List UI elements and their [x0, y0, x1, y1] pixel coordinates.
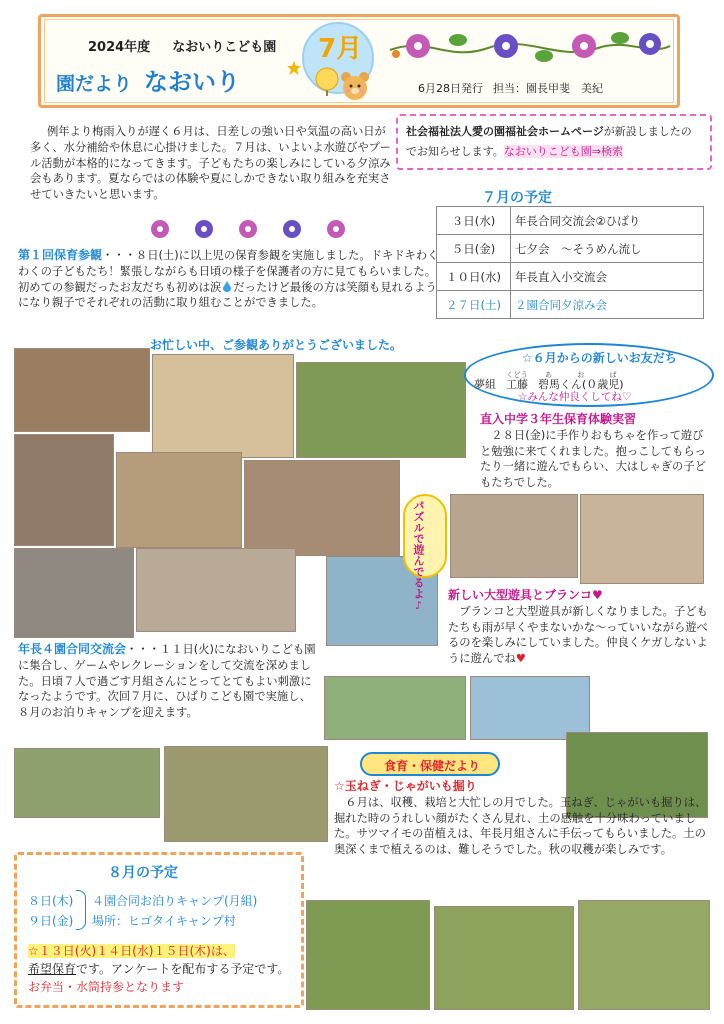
food-health-tag-label: 食育・保健だより — [384, 759, 481, 773]
parent-visit-body: ・・・８日(土)に以上児の保育参観を実施しました。ドキドキわくわくの子どもたち！緊張しながらも日頃の様子を保護者の方に見てもらいました。初めての参観だったお友だちも初めは涙 — [18, 249, 439, 294]
new-friends-cheer: ☆みんな仲良くしてね♡ — [518, 391, 632, 403]
schedule-date: ５日(金) — [437, 235, 511, 263]
schedule-date: ２７日(土) — [437, 291, 511, 319]
morning-glory-vine-illustration — [388, 26, 672, 68]
playground-heading: 新しい大型遊具とブランコ♥ — [448, 588, 603, 602]
playground-body — [448, 604, 712, 667]
table-row — [437, 291, 704, 319]
photo-parent-visit-3 — [296, 362, 466, 458]
photo-harvest-2 — [306, 900, 430, 1010]
exchange-body: ・・・１１日(火)になおいりこども園に集合し、ゲームやレクレーションをして交流を深めました。日頃７人で過ごす月組さんにとってとてもよい刺激になったようです。次回７月に、ひばりこども園で実施し、８月のお泊りキャンプを迎えます。 — [18, 643, 316, 720]
august-note — [28, 942, 298, 996]
newsletter-title-main: なおいり — [144, 68, 241, 96]
schedule-event: ２園合同夕涼み会 — [511, 291, 704, 319]
new-friend-surname-ruby: くどう — [506, 371, 528, 379]
august-date-1: ８日(木) — [28, 894, 74, 908]
photo-junior-high-1 — [450, 494, 578, 578]
junior-high-heading: 直入中学３年生保育体験実習 — [480, 412, 637, 426]
issue-meta — [418, 80, 603, 96]
photo-harvest-4 — [578, 900, 710, 1010]
photo-junior-high-2 — [580, 494, 704, 584]
issue-author: 担当：園長甲斐 美紀 — [493, 82, 603, 95]
intro-paragraph: 例年より梅雨入りが遅く６月は、日差しの強い日や気温の高い日が多く、水分補給や休息に心掛けました。７月は、いよいよ水遊びやプール活動が本格的になってきます。子どもたちの楽しみにしている夕涼み会もあります。夏ならではの体験や夏にしかできない取り組みを充実させていきたいと思います。 — [30, 125, 391, 202]
august-note-dates: ☆１３日(火)１４日(水)１５日(木)は、 — [28, 944, 235, 958]
new-friend-given-ruby: あおば — [538, 371, 624, 379]
photo-parent-visit-1 — [14, 348, 150, 432]
junior-high-body: ２８日(金)に手作りおもちゃを作って遊びと勉強に来てくれました。抱っこしてもらったり一緒に遊んでもらい、大はしゃぎの子どもたちでした。 — [480, 428, 706, 490]
playground-body-text: ブランコと大型遊具が新しくなりました。子どもたちも雨が早くやまないかな～っていいながら遊べるのを楽しみにしていました。 — [448, 604, 708, 650]
food-health-heading: ☆玉ねぎ・じゃがいも掘り — [334, 779, 477, 793]
july-schedule-table — [436, 206, 704, 319]
august-note-red: お弁当・水筒持参となります — [28, 980, 185, 994]
new-friend-group: 夢組 — [474, 378, 496, 391]
star-icon — [286, 60, 302, 76]
bear-icon — [338, 70, 372, 102]
schedule-event: 七夕会 ～そうめん流し — [511, 235, 704, 263]
august-event-1: ４園合同お泊りキャンプ(月組) — [92, 894, 258, 908]
new-friend-surname-text: 工藤 — [506, 378, 528, 391]
issue-date: 6月28日発行 — [418, 82, 483, 95]
table-row — [437, 235, 704, 263]
schedule-event: 年長合同交流会②ひばり — [511, 207, 704, 235]
exchange-heading: 年長４園合同交流会 — [18, 642, 127, 656]
header-school: なおいりこども園 — [172, 40, 277, 55]
photo-exchange-1 — [14, 748, 160, 818]
schedule-date: １０日(水) — [437, 263, 511, 291]
photo-playground-swing — [324, 676, 466, 740]
photo-parent-visit-6 — [244, 460, 400, 556]
notice-text: が新設しましたのでお知らせします。 — [406, 125, 692, 158]
exchange-section — [18, 642, 318, 721]
parent-visit-heading: 第１回保育参観 — [18, 248, 103, 262]
morning-glory-icons — [148, 218, 368, 240]
teardrop-icon — [221, 280, 233, 292]
junior-high-section — [480, 412, 712, 491]
photo-parent-visit-2 — [152, 354, 294, 458]
food-health-body: ６月は、収穫、栽培と大忙しの月でした。玉ねぎ、じゃがいも掘りは、掘れた時のうれしい顔がたくさん見れ、土の感触を十分味わっていました。サツマイモの苗植えは、年長月組さんに手伝ってもらいました。土の奥深くまで植えるのは、難しそうでした。秋の収穫が楽しみです。 — [334, 795, 707, 857]
photo-exchange-2 — [164, 746, 328, 842]
parent-visit-body-end: だったけど最後の方は笑顔も見れるようになり親子でそれぞれの活動に取り組むことができました。 — [18, 280, 437, 310]
parent-visit-section — [18, 248, 442, 311]
august-event-2: 場所：ヒゴタイキャンプ村 — [92, 914, 236, 928]
puzzle-caption: パズルで遊んでるよ♪ — [412, 500, 425, 612]
new-friends-title: ☆６月からの新しいお友だち — [522, 351, 677, 365]
photo-parent-visit-5 — [116, 452, 242, 548]
parent-visit-thanks: お忙しい中、ご参観ありがとうございました。 — [150, 338, 403, 352]
august-date-2: ９日(金) — [28, 914, 74, 928]
photo-playground-slide — [470, 676, 590, 740]
new-friend-given-text: 碧馬くん(０歳児) — [538, 378, 624, 391]
photo-parent-visit-8 — [136, 548, 296, 632]
august-note-underlined: 希望保育 — [28, 962, 77, 976]
august-note-rest: です。アンケートを配布する予定です。 — [76, 962, 290, 976]
website-notice — [396, 114, 712, 170]
uchiwa-fan-icon — [312, 66, 342, 96]
table-row — [437, 207, 704, 235]
schedule-event: 年長直入小交流会 — [511, 263, 704, 291]
newsletter-subtitle: 園だより — [56, 73, 133, 95]
schedule-date: ３日(水) — [437, 207, 511, 235]
august-date-bracket — [76, 890, 86, 930]
notice-org: 社会福祉法人愛の園福祉会ホームページ — [406, 125, 604, 138]
heart-icon: ♥ — [515, 652, 526, 666]
table-row — [437, 263, 704, 291]
notice-search-link[interactable]: なおいりこども園⇒検索 — [503, 145, 624, 158]
header-year-school — [88, 36, 276, 55]
photo-harvest-3 — [434, 906, 574, 1010]
header-year: 2024年度 — [88, 40, 151, 55]
july-schedule-title: ７月の予定 — [482, 190, 552, 206]
photo-parent-visit-4 — [14, 434, 114, 546]
playground-body-tail: 仲良くケガしないように遊んでね — [448, 636, 708, 666]
playground-section — [448, 588, 712, 667]
august-schedule-title: ８月の予定 — [108, 865, 178, 881]
puzzle-bubble — [403, 494, 447, 578]
month-label: 7月 — [318, 34, 363, 64]
photo-parent-visit-7 — [14, 548, 134, 638]
newsletter-title — [56, 62, 240, 97]
food-health-section — [334, 779, 714, 858]
